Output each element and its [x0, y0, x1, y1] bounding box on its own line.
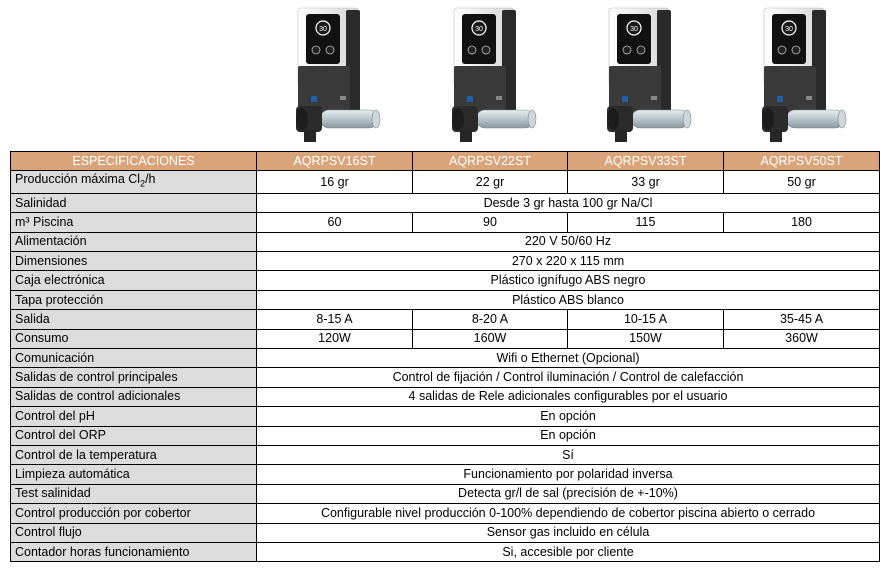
table-row [11, 542, 880, 561]
spec-label: Caja electrónica [11, 271, 257, 290]
table-row [11, 171, 880, 194]
display-number: 30 [630, 26, 638, 33]
spec-label: Limpieza automática [11, 465, 257, 484]
spec-label: Tapa protección [11, 290, 257, 309]
table-row [11, 465, 880, 484]
spec-value: 33 gr [568, 171, 724, 194]
spec-value: 160W [413, 329, 568, 348]
spec-value: Plástico ABS blanco [257, 290, 880, 309]
display-number: 30 [785, 26, 793, 33]
spec-label: Consumo [11, 329, 257, 348]
spec-value: 16 gr [257, 171, 413, 194]
table-row [11, 252, 880, 271]
spec-label: Salidas de control principales [11, 368, 257, 387]
spec-value: Funcionamiento por polaridad inversa [257, 465, 880, 484]
chlorinator-device-image [286, 6, 382, 146]
spec-value: Control de fijación / Control iluminación / Control de calefacción [257, 368, 880, 387]
spec-value: 220 V 50/60 Hz [257, 232, 880, 251]
spec-value: Detecta gr/l de sal (precisión de +-10%) [257, 484, 880, 503]
header-specifications: ESPECIFICACIONES [11, 152, 257, 171]
display-number: 30 [475, 26, 483, 33]
spec-value: 270 x 220 x 115 mm [257, 252, 880, 271]
chlorinator-device-image [597, 6, 693, 146]
spec-label: Control del ORP [11, 426, 257, 445]
chlorinator-device-image [442, 6, 538, 146]
spec-label: Salinidad [11, 193, 257, 212]
spec-label: Salida [11, 310, 257, 329]
spec-value: En opción [257, 426, 880, 445]
spec-label: Salidas de control adicionales [11, 387, 257, 406]
spec-label: Control de la temperatura [11, 445, 257, 464]
table-row [11, 407, 880, 426]
spec-value: Sensor gas incluido en célula [257, 523, 880, 542]
spec-value: Configurable nivel producción 0-100% dependiendo de cobertor piscina abierto o cerrado [257, 504, 880, 523]
spec-value: 8-15 A [257, 310, 413, 329]
spec-value: 22 gr [413, 171, 568, 194]
table-row [11, 504, 880, 523]
spec-value: 8-20 A [413, 310, 568, 329]
spec-value: 360W [724, 329, 880, 348]
product-image-3 [597, 6, 693, 146]
spec-value: 4 salidas de Rele adicionales configurables por el usuario [257, 387, 880, 406]
specifications-table [10, 151, 880, 562]
table-row [11, 523, 880, 542]
spec-value: Sí [257, 445, 880, 464]
table-row [11, 213, 880, 232]
spec-label: Control producción por cobertor [11, 504, 257, 523]
spec-label: Test salinidad [11, 484, 257, 503]
table-row [11, 426, 880, 445]
spec-value: Plástico ignífugo ABS negro [257, 271, 880, 290]
spec-value: 180 [724, 213, 880, 232]
table-row [11, 484, 880, 503]
spec-value: 115 [568, 213, 724, 232]
header-model-2: AQRPSV22ST [413, 152, 568, 171]
spec-label: Alimentación [11, 232, 257, 251]
table-row [11, 193, 880, 212]
table-row [11, 445, 880, 464]
header-model-1: AQRPSV16ST [257, 152, 413, 171]
spec-value: Wifi o Ethernet (Opcional) [257, 349, 880, 368]
product-image-1 [286, 6, 382, 146]
display-number: 30 [319, 26, 327, 33]
table-row [11, 271, 880, 290]
header-model-4: AQRPSV50ST [724, 152, 880, 171]
table-body [11, 171, 880, 562]
product-image-4 [752, 6, 848, 146]
product-image-2 [442, 6, 538, 146]
spec-value: 10-15 A [568, 310, 724, 329]
table-row [11, 368, 880, 387]
table-row [11, 349, 880, 368]
spec-value: 120W [257, 329, 413, 348]
spec-value: 90 [413, 213, 568, 232]
spec-value: 35-45 A [724, 310, 880, 329]
spec-label: Control flujo [11, 523, 257, 542]
spec-label: Contador horas funcionamiento [11, 542, 257, 561]
spec-value: 150W [568, 329, 724, 348]
spec-label: Comunicación [11, 349, 257, 368]
table-row [11, 232, 880, 251]
table-row [11, 310, 880, 329]
spec-label: Dimensiones [11, 252, 257, 271]
header-model-3: AQRPSV33ST [568, 152, 724, 171]
spec-value: Si, accesible por cliente [257, 542, 880, 561]
chlorinator-device-image [752, 6, 848, 146]
spec-value: 60 [257, 213, 413, 232]
table-row [11, 329, 880, 348]
spec-label: Control del pH [11, 407, 257, 426]
table-row [11, 387, 880, 406]
table-header-row [11, 152, 880, 171]
spec-value: En opción [257, 407, 880, 426]
product-images-row [0, 0, 890, 150]
table-row [11, 290, 880, 309]
spec-value: Desde 3 gr hasta 100 gr Na/Cl [257, 193, 880, 212]
spec-label: Producción máxima $Cl_2/h$ [11, 171, 257, 194]
spec-value: 50 gr [724, 171, 880, 194]
spec-label: m³ Piscina [11, 213, 257, 232]
